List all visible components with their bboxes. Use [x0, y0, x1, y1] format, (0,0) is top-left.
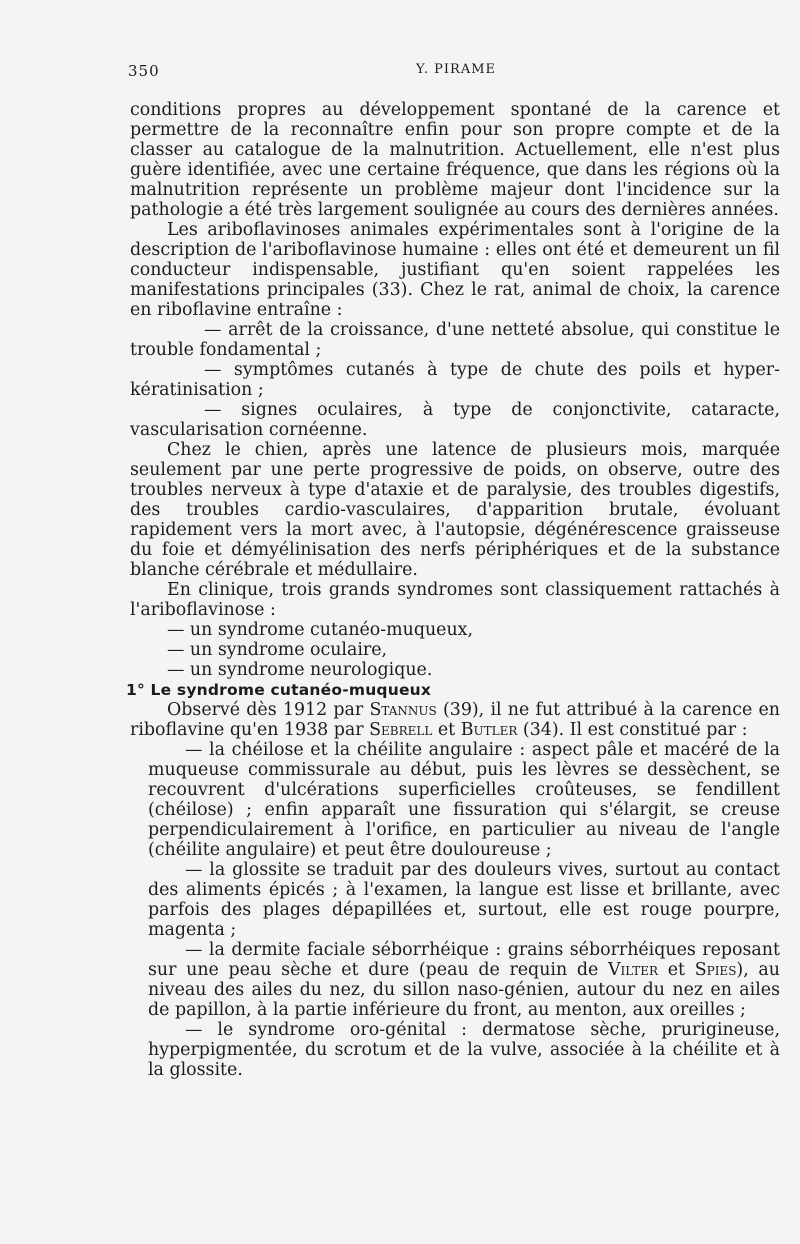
author-name: Vilter [607, 960, 659, 980]
list-item: — un syndrome cutanéo-muqueux, [167, 620, 474, 640]
paragraph: Chez le chien, après une latence de plusieurs mois, marquée seulement par une perte progressive de poids, on observe, outre des troubles nerveux à type d'ataxie et de paralysie, des troubles digestifs, des troubles cardio-vasculaires, d'apparition brutale, évoluant rapidement vers la mort avec, à l'autopsie, dégénérescence graisseuse du foie et démyélinisation des nerfs périphériques et de la substance blanche cérébrale et médullaire. [130, 440, 780, 580]
paragraph: — la chéilose et la chéilite angulaire : aspect pâle et macéré de la muqueuse commissurale au début, puis les lèvres se dessèchent, se recouvrent d'ulcérations superficielles croûteuses, se fendillent (chéilose) ; enfin apparaît une fissuration qui s'élargit, se creuse perpendiculairement à l'orifice, en particulier au niveau de l'angle (chéilite angulaire) et peut être douloureuse ; [148, 740, 780, 860]
paragraph: — le syndrome oro-génital : dermatose sèche, prurigineuse, hyperpigmentée, du scrotum et de la vulve, associée à la chéilite et à la glossite. [148, 1020, 780, 1080]
author-name: Spies [694, 960, 737, 980]
section-heading: 1° Le syndrome cutanéo-muqueux [126, 681, 432, 699]
paragraph: Les ariboflavinoses animales expérimentales sont à l'origine de la description de l'ariboflavinose humaine : elles ont été et demeurent un fil conducteur indispensable, justifiant qu'en soient rappelées les manifestations principales (33). Chez le rat, animal de choix, la carence en riboflavine entraîne : [130, 220, 780, 320]
page-number: 350 [128, 62, 160, 80]
running-title: Y. PIRAME [415, 62, 497, 77]
list-item: — symptômes cutanés à type de chute des poils et hyper-kératinisation ; [130, 360, 780, 400]
list-item: — un syndrome oculaire, [167, 640, 388, 660]
list-item: — un syndrome neurologique. [167, 660, 433, 680]
paragraph: — la glossite se traduit par des douleurs vives, surtout au contact des aliments épicés ; à l'examen, la langue est lisse et brillante, avec parfois des plages dépapillées et, surtout, elle est rouge pourpre, magenta ; [148, 860, 780, 940]
author-name: Sebrell [369, 720, 433, 740]
list-item: — signes oculaires, à type de conjonctivite, cataracte, vascularisation cornéenne. [130, 400, 780, 440]
list-item: — arrêt de la croissance, d'une netteté absolue, qui constitue le trouble fondamental ; [130, 320, 780, 360]
paragraph: conditions propres au développement spontané de la carence et permettre de la reconnaître enfin pour son propre compte et de la classer au catalogue de la malnutrition. Actuellement, elle n'est plus guère identifiée, avec une certaine fréquence, que dans les régions où la malnutrition représente un problème majeur dont l'incidence sur la pathologie a été très largement soulignée au cours des dernières années. [130, 100, 780, 220]
author-name: Butler [460, 720, 518, 740]
author-name: Stannus [369, 700, 437, 720]
paragraph: Observé dès 1912 par Stannus (39), il ne fut attribué à la carence en riboflavine qu'en 1938 par Sebrell et Butler (34). Il est constitué par : [130, 700, 780, 740]
paragraph: En clinique, trois grands syndromes sont classiquement rattachés à l'ariboflavinose : [130, 580, 780, 620]
paragraph: — la dermite faciale séborrhéique : grains séborrhéiques reposant sur une peau sèche et dure (peau de requin de Vilter et Spies), au niveau des ailes du nez, du sillon naso-génien, autour du nez en ailes de papillon, à la partie inférieure du front, au menton, aux oreilles ; [148, 940, 780, 1020]
body-text [126, 100, 780, 1080]
